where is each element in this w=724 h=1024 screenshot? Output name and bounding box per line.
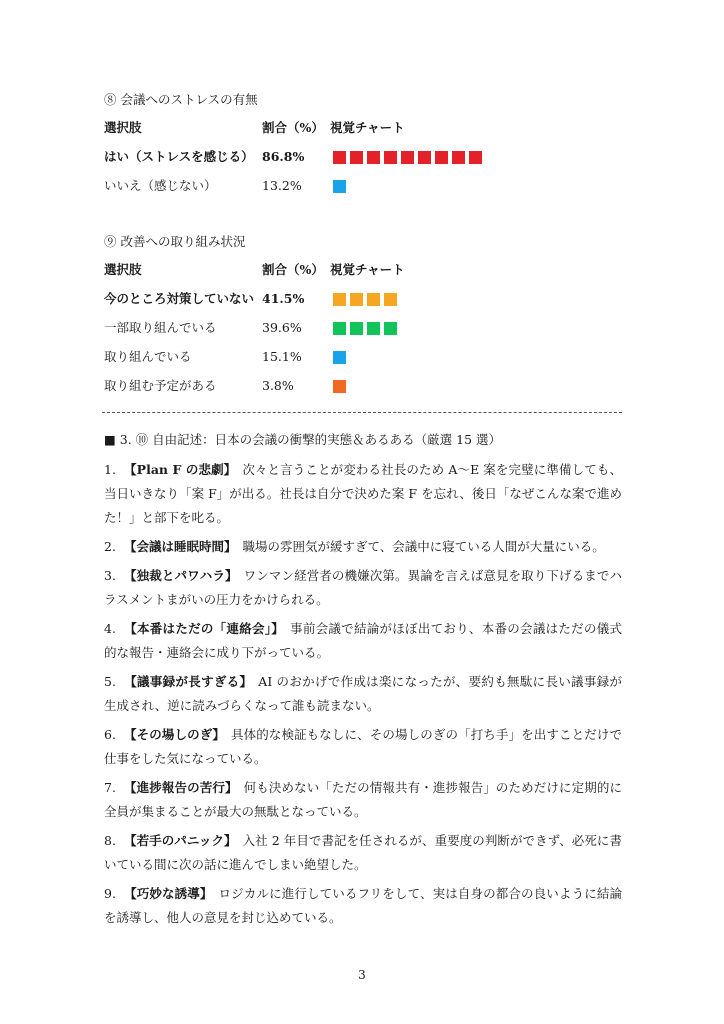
list-item-title: 【巧妙な誘導】 [123,886,213,901]
list-item-number: 5. [104,674,116,689]
q9-row-choice: 今のところ対策していない [104,291,255,306]
list-item-number: 3. [104,568,116,583]
chart-square [350,151,363,164]
q8-row-ratio: 86.8% [262,149,305,164]
list-item-title: 【Plan F の悲劇】 [123,462,237,477]
chart-square [367,293,380,306]
list-item-title: 【その場しのぎ】 [123,727,225,742]
list-item-number: 6. [104,727,116,742]
chart-square [333,180,346,193]
q8-header-chart: 視覚チャート [330,120,405,135]
list-item [104,564,622,612]
chart-square [384,322,397,335]
free-comment-list [104,458,622,935]
list-item [104,829,622,877]
list-item [104,723,622,771]
list-item [104,882,622,930]
page-number: 3 [358,968,366,982]
q8-row-visual-chart [333,180,350,193]
list-item-text: ワンマン経営者の機嫌次第。異論を言えば意見を取り下げるまでハラスメントまがいの圧力をかけられる。 [104,568,622,607]
q9-header-chart: 視覚チャート [330,262,405,277]
q9-row-choice: 一部取り組んでいる [104,320,217,335]
q9-header-ratio: 割合（%） [262,262,324,277]
q8-header-choice: 選択肢 [104,120,142,135]
chart-square [384,151,397,164]
chart-square [367,322,380,335]
list-item [104,617,622,665]
q9-header-choice: 選択肢 [104,262,142,277]
q8-row-choice: はい（ストレスを感じる） [104,149,254,164]
list-item-text: 何も決めない「ただの情報共有・進捗報告」のためだけに定期的に全員が集まることが最大の無駄となっている。 [104,780,622,819]
chart-square [350,293,363,306]
q9-table-row [104,348,624,366]
q8-row-visual-chart [333,151,486,164]
list-item-title: 【独裁とパワハラ】 [123,568,238,583]
chart-square [350,322,363,335]
chart-square [469,151,482,164]
list-item-title: 【若手のパニック】 [123,833,237,848]
list-item [104,776,622,824]
q9-table-row [104,319,624,337]
q9-row-visual-chart [333,351,350,364]
q9-title: ⑨ 改善への取り組み状況 [104,234,246,249]
section-divider [102,412,622,413]
q9-row-visual-chart [333,322,401,335]
chart-square [435,151,448,164]
q8-header-ratio: 割合（%） [262,120,324,135]
chart-square [452,151,465,164]
list-item-number: 9. [104,886,116,901]
q8-table-row [104,177,624,195]
list-item-text: 入社 2 年目で書記を任されるが、重要度の判断ができず、必死に書いている間に次の話に進んでしまい絶望した。 [104,833,622,872]
q9-table-row [104,290,624,308]
list-item [104,458,622,530]
q9-row-ratio: 39.6% [262,320,302,335]
list-item [104,535,622,559]
q9-table-row [104,377,624,395]
q8-row-choice: いいえ（感じない） [104,178,217,193]
list-item-number: 1. [104,462,116,477]
chart-square [333,293,346,306]
chart-square [333,380,346,393]
q9-row-ratio: 15.1% [262,349,302,364]
list-item-text: ロジカルに進行しているフリをして、実は自身の都合の良いように結論を誘導し、他人の意見を封じ込めている。 [104,886,622,925]
list-item-title: 【進捗報告の苦行】 [123,780,238,795]
q8-row-ratio: 13.2% [262,178,302,193]
q8-table-row [104,148,624,166]
list-item-title: 【議事録が長すぎる】 [123,674,253,689]
list-item-text: 次々と言うことが変わる社長のため A〜E 案を完璧に準備しても、当日いきなり「案 F」が出る。社長は自分で決めた案 F を忘れ、後日「なぜこんな案で進めた！」と部下を叱る。 [104,462,622,525]
list-item-text: 具体的な検証もなしに、その場しのぎの「打ち手」を出すことだけで仕事をした気になっている。 [104,727,622,766]
chart-square [333,351,346,364]
chart-square [367,151,380,164]
list-item-number: 8. [104,833,116,848]
q9-table-header [104,261,624,279]
list-item-text: AI のおかげで作成は楽になったが、要約も無駄に長い議事録が生成され、逆に読みづらくなって誰も読まない。 [104,674,622,713]
list-item-number: 2. [104,539,116,554]
list-item-number: 7. [104,780,116,795]
chart-square [333,322,346,335]
list-item-title: 【本番はただの「連絡会」】 [123,621,285,636]
q9-row-visual-chart [333,380,350,393]
chart-square [401,151,414,164]
chart-square [384,293,397,306]
q8-table-header [104,119,624,137]
q8-title: ⑧ 会議へのストレスの有無 [104,92,258,107]
list-item-title: 【会議は睡眠時間】 [123,539,237,554]
section3-heading: ■ 3. ⑩ 自由記述：日本の会議の衝撃的実態＆あるある（厳選 15 選） [104,432,502,447]
chart-square [333,151,346,164]
q9-row-choice: 取り組む予定がある [104,378,217,393]
q9-row-choice: 取り組んでいる [104,349,192,364]
chart-square [418,151,431,164]
list-item-text: 事前会議で結論がほぼ出ており、本番の会議はただの儀式的な報告・連絡会に成り下がっている。 [104,621,622,660]
list-item-text: 職場の雰囲気が緩すぎて、会議中に寝ている人間が大量にいる。 [242,539,605,554]
q9-row-visual-chart [333,293,401,306]
q9-row-ratio: 41.5% [262,291,305,306]
list-item [104,670,622,718]
list-item-number: 4. [104,621,116,636]
q9-row-ratio: 3.8% [262,378,294,393]
